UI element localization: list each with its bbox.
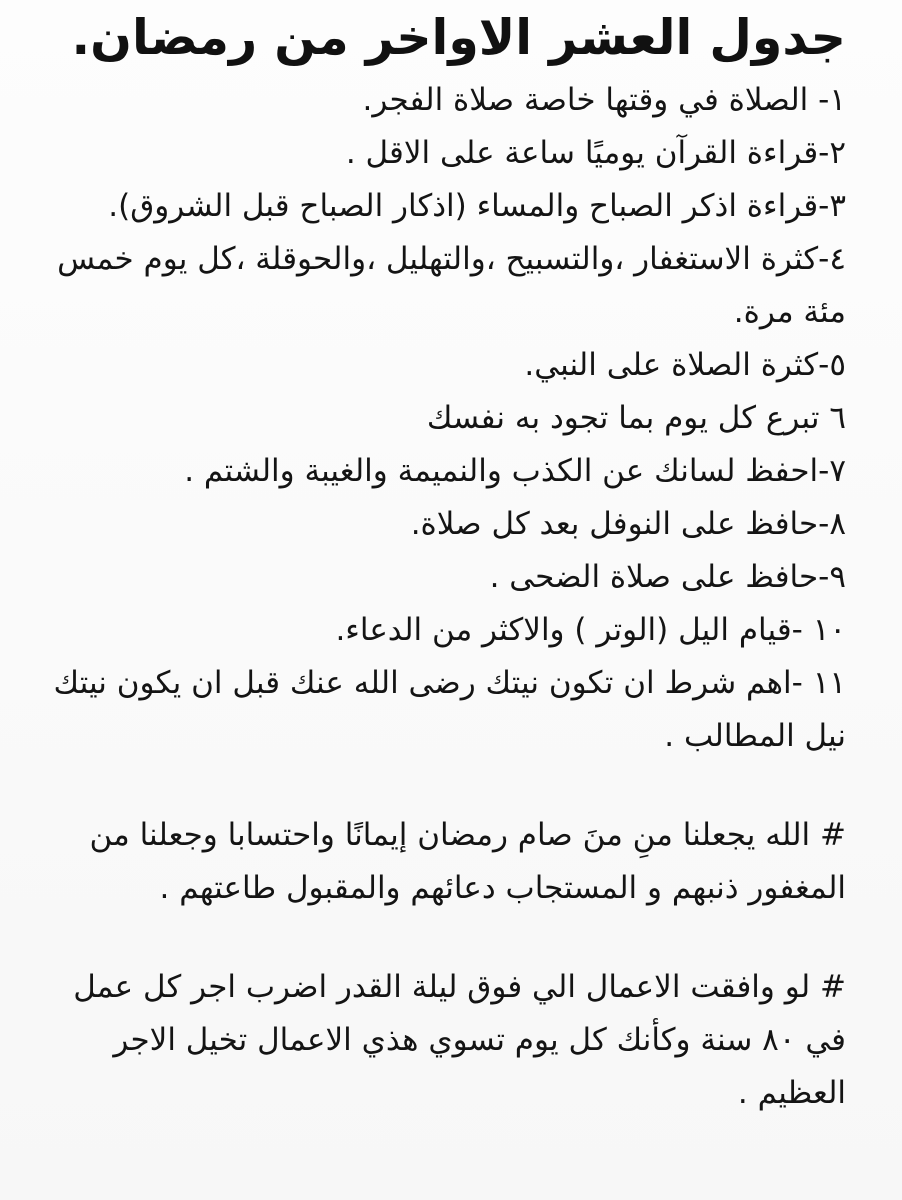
list-item-3: ٣-قراءة اذكر الصباح والمساء (اذكار الصباح قبل الشروق). [108,188,846,224]
spacer [48,763,846,809]
spacer [48,915,846,961]
list-item-5: ٥-كثرة الصلاة على النبي. [524,347,846,383]
dua-paragraph: # الله يجعلنا منِ منَ صام رمضان إيمانًا واحتسابا وجعلنا من المغفور ذنبهم و المستجاب دعائهم والمقبول طاعتهم . [89,817,846,906]
list-item-8: ٨-حافظ على النوفل بعد كل صلاة. [410,506,846,542]
list-item-2: ٢-قراءة القرآن يوميًا ساعة على الاقل . [345,135,846,171]
list-item-7: ٧-احفظ لسانك عن الكذب والنميمة والغيبة والشتم . [184,453,846,489]
note-paragraph: # لو وافقت الاعمال الي فوق ليلة القدر اضرب اجر كل عمل في ٨٠ سنة وكأنك كل يوم تسوي هذي الاعمال تخيل الاجر العظيم . [73,969,846,1111]
list-item-9: ٩-حافظ على صلاة الضحى . [489,559,846,595]
list-item-6: ٦ تبرع كل يوم بما تجود به نفسك [426,400,846,436]
list-item-1: ١- الصلاة في وقتها خاصة صلاة الفجر. [362,82,846,118]
list-item-10: ١٠ -قيام اليل (الوتر ) والاكثر من الدعاء. [335,612,846,648]
list-item-4: ٤-كثرة الاستغفار ،والتسبيح ،والتهليل ،والحوقلة ،كل يوم خمس مئة مرة. [57,241,846,330]
todo-list [48,74,846,763]
page-title: جدول العشر الاواخر من رمضان. [71,9,846,66]
list-item-11: ١١ -اهم شرط ان تكون نيتك رضى الله عنك قبل ان يكون نيتك نيل المطالب . [53,665,846,754]
